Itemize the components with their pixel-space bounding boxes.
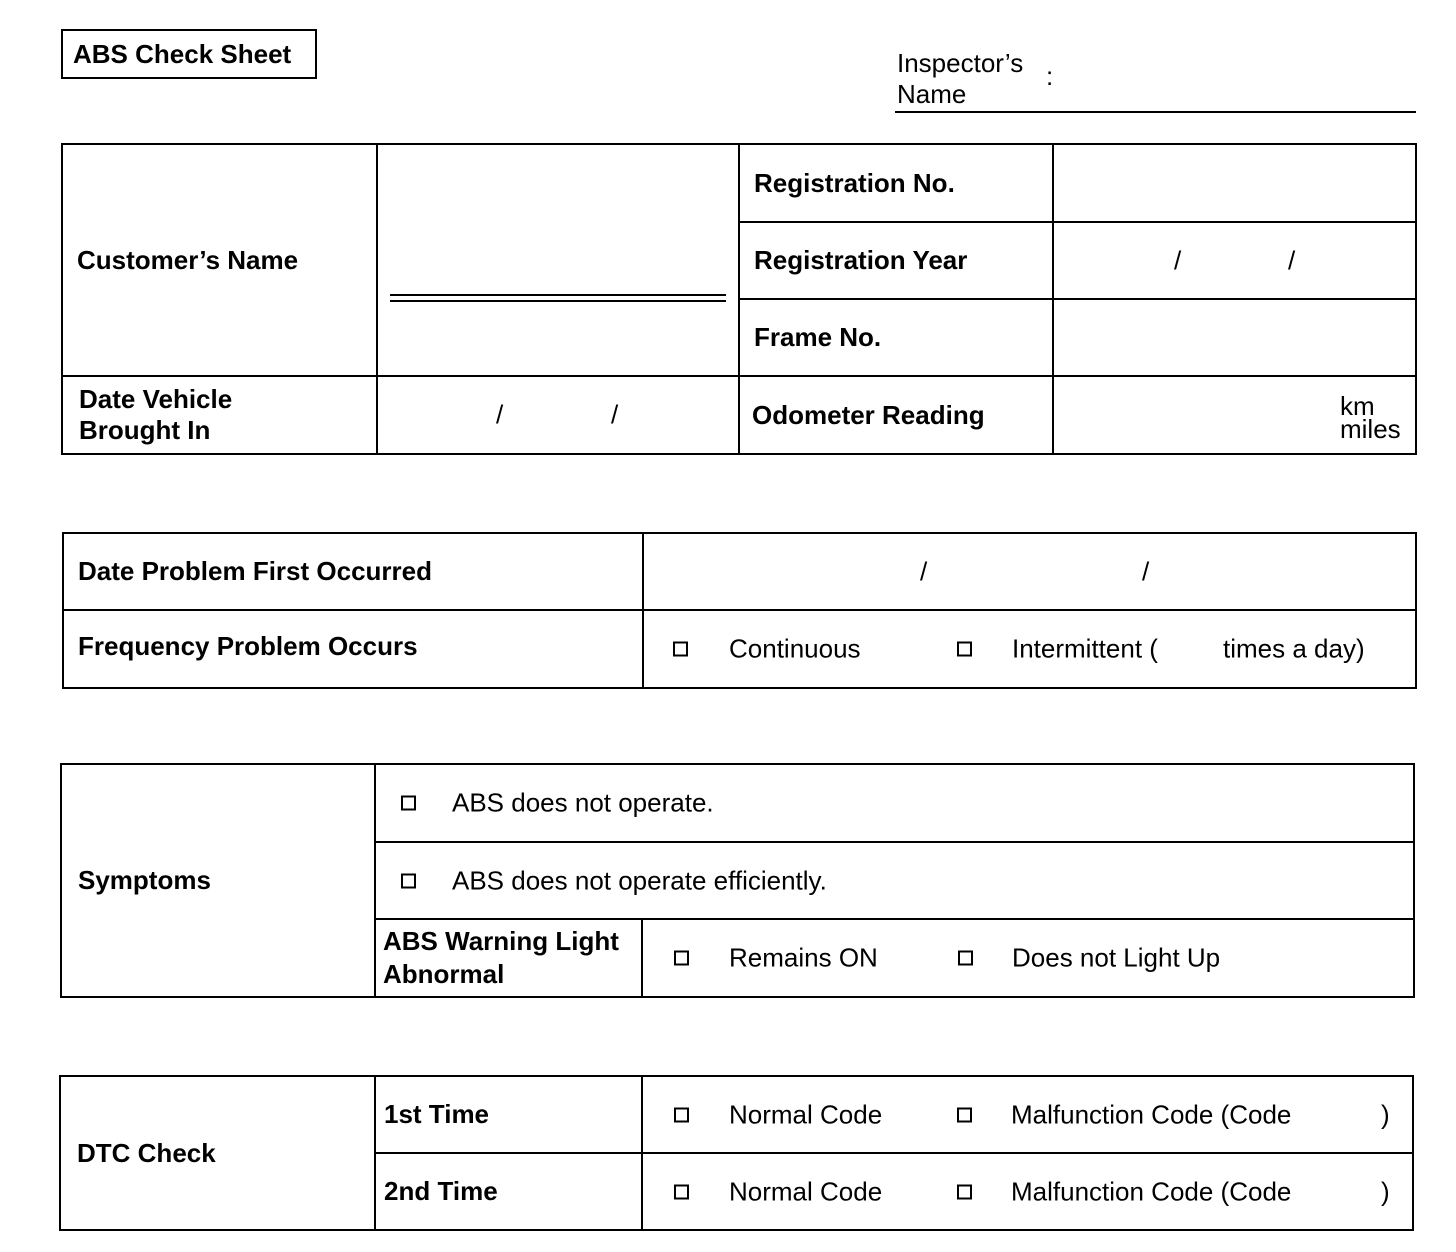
second-close-paren: ) xyxy=(1381,1176,1390,1206)
does-not-light-label: Does not Light Up xyxy=(1012,942,1221,973)
times-a-day-label: times a day) xyxy=(1223,633,1365,664)
registration-no-label: Registration No. xyxy=(739,144,1053,222)
customer-name-field[interactable] xyxy=(377,144,739,376)
symptom-1-checkbox[interactable] xyxy=(401,796,416,811)
inspector-colon: : xyxy=(1046,61,1054,91)
sheet-title: ABS Check Sheet xyxy=(61,29,317,79)
symptoms-table xyxy=(60,763,1415,998)
date-brought-in-label xyxy=(62,376,377,454)
continuous-label: Continuous xyxy=(729,633,861,664)
odometer-field[interactable] xyxy=(1053,376,1416,454)
customer-name-label: Customer’s Name xyxy=(62,144,377,376)
date-first-slash-1: / xyxy=(920,556,928,586)
warning-light-line1: ABS Warning Light xyxy=(383,926,619,956)
symptom-2-label: ABS does not operate efficiently. xyxy=(452,865,827,895)
symptom-1-label: ABS does not operate. xyxy=(452,787,714,818)
first-normal-checkbox[interactable] xyxy=(674,1107,689,1122)
symptom-2-checkbox[interactable] xyxy=(401,873,416,888)
date-brought-in-line1: Date Vehicle xyxy=(79,384,233,414)
warning-light-line2: Abnormal xyxy=(383,959,505,989)
second-malfunction-label: Malfunction Code (Code xyxy=(1011,1176,1292,1206)
dtc-table xyxy=(59,1075,1414,1231)
problem-table xyxy=(62,532,1417,689)
unit-miles: miles xyxy=(1340,414,1401,444)
first-malfunction-checkbox[interactable] xyxy=(957,1107,972,1122)
reg-year-slash-1: / xyxy=(1174,245,1182,275)
inspector-name-field[interactable] xyxy=(895,111,1416,113)
date-brought-in-field[interactable] xyxy=(377,376,739,454)
first-malfunction-label: Malfunction Code (Code xyxy=(1011,1099,1292,1129)
second-time-options xyxy=(642,1153,1413,1230)
unit-km: km xyxy=(1340,391,1375,421)
intermittent-label: Intermittent ( xyxy=(1012,633,1158,664)
date-first-occurred-label: Date Problem First Occurred xyxy=(63,533,643,610)
frame-no-field[interactable] xyxy=(1053,299,1416,376)
second-malfunction-checkbox[interactable] xyxy=(957,1184,972,1199)
dtc-check-label: DTC Check xyxy=(60,1076,375,1230)
first-normal-label: Normal Code xyxy=(729,1099,883,1129)
does-not-light-checkbox[interactable] xyxy=(958,951,973,966)
odometer-label: Odometer Reading xyxy=(739,376,1053,454)
registration-no-field[interactable] xyxy=(1053,144,1416,222)
date-in-slash-1: / xyxy=(496,399,504,430)
warning-light-label xyxy=(375,919,642,997)
second-time-label: 2nd Time xyxy=(375,1153,642,1230)
date-first-occurred-field[interactable] xyxy=(643,533,1416,610)
symptom-option-2 xyxy=(375,842,1414,919)
date-first-slash-2: / xyxy=(1142,556,1150,586)
continuous-checkbox[interactable] xyxy=(673,642,688,657)
symptom-option-1 xyxy=(375,764,1414,842)
date-brought-in-line2: Brought In xyxy=(79,415,211,445)
symptoms-label: Symptoms xyxy=(61,764,375,997)
registration-year-label: Registration Year xyxy=(739,222,1053,299)
inspector-label-line1: Inspector’s xyxy=(897,48,1024,78)
second-normal-checkbox[interactable] xyxy=(674,1184,689,1199)
first-time-options xyxy=(642,1076,1413,1153)
frequency-label: Frequency Problem Occurs xyxy=(63,610,643,688)
warning-light-options xyxy=(642,919,1414,997)
frame-no-label: Frame No. xyxy=(739,299,1053,376)
remains-on-label: Remains ON xyxy=(729,942,878,973)
first-time-label: 1st Time xyxy=(375,1076,642,1153)
reg-year-slash-2: / xyxy=(1288,245,1296,275)
second-normal-label: Normal Code xyxy=(729,1176,883,1206)
date-in-slash-2: / xyxy=(611,399,619,430)
inspector-name-label xyxy=(897,48,1023,110)
vehicle-info-table xyxy=(61,143,1417,455)
remains-on-checkbox[interactable] xyxy=(674,951,689,966)
frequency-options xyxy=(643,610,1416,688)
intermittent-checkbox[interactable] xyxy=(957,642,972,657)
inspector-label-line2: Name xyxy=(897,79,967,109)
registration-year-field[interactable] xyxy=(1053,222,1416,299)
first-close-paren: ) xyxy=(1381,1099,1390,1129)
customer-name-double-line xyxy=(390,294,726,302)
